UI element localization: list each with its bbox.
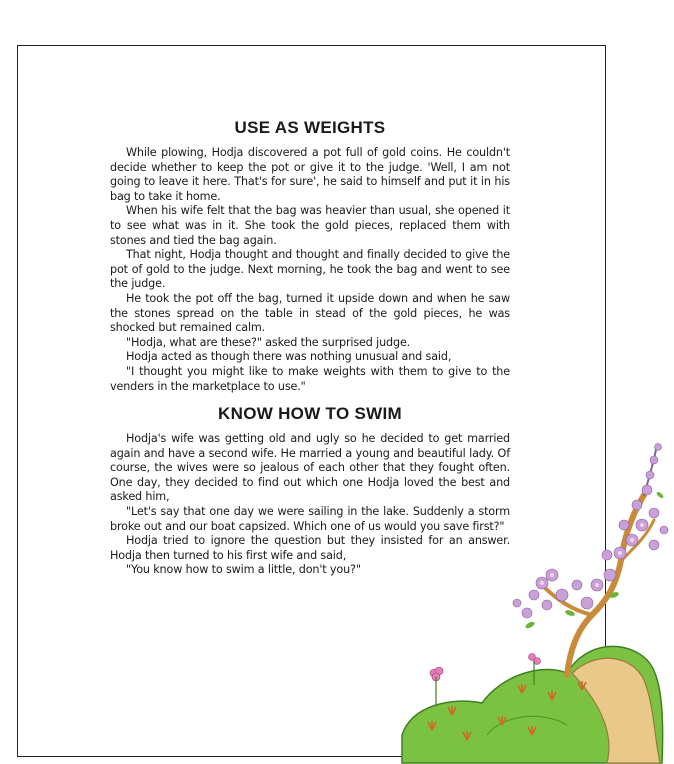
story1-paragraph: "Hodja, what are these?" asked the surprised judge.	[126, 335, 411, 349]
story1-paragraph: When his wife felt that the bag was heavier than usual, she opened it to see what was in it. She took the gold pieces, replaced them with stones and tied the bag again.	[110, 204, 510, 247]
story2-paragraph: Hodja's wife was getting old and ugly so he decided to get married again and have a second wife. He married a young and beautiful lady. Of course, the wives were so jealous of each other that they fought often. One day, they decided to find out which one Hodja loved the best and asked him,	[110, 432, 510, 504]
story-title-use-as-weights: USE AS WEIGHTS	[234, 118, 386, 137]
story1-paragraph: "I thought you might like to make weights with them to give to the venders in the marketplace to use."	[110, 364, 510, 393]
flowering-tree-on-hill-illustration	[392, 435, 674, 764]
story1-paragraph: That night, Hodja thought and thought and finally decided to give the pot of gold to the judge. Next morning, he took the bag and went to see the judge.	[110, 248, 510, 291]
story2-paragraph: "Let's say that one day we were sailing in the lake. Suddenly a storm broke out and our boat capsized. Which one of us would you save first?"	[110, 505, 510, 533]
story2-paragraph: "You know how to swim a little, don't you?"	[126, 563, 361, 577]
story-title-know-how-to-swim: KNOW HOW TO SWIM	[218, 404, 402, 424]
story1-paragraph: While plowing, Hodja discovered a pot full of gold coins. He couldn't decide whether to keep the pot or give it to the judge. 'Well, I am not going to leave it here. That's for sure', he said to himself and put it in his bag to take it home.	[110, 146, 510, 203]
story2-paragraph: Hodja tried to ignore the question but they insisted for an answer. Hodja then turned to his first wife and said,	[110, 534, 510, 562]
story1-paragraph: He took the pot off the bag, turned it upside down and when he saw the stones spread on the table in stead of the gold pieces, he was shocked but remained calm.	[110, 291, 510, 335]
story1-paragraph: Hodja acted as though there was nothing unusual and said,	[126, 350, 452, 364]
